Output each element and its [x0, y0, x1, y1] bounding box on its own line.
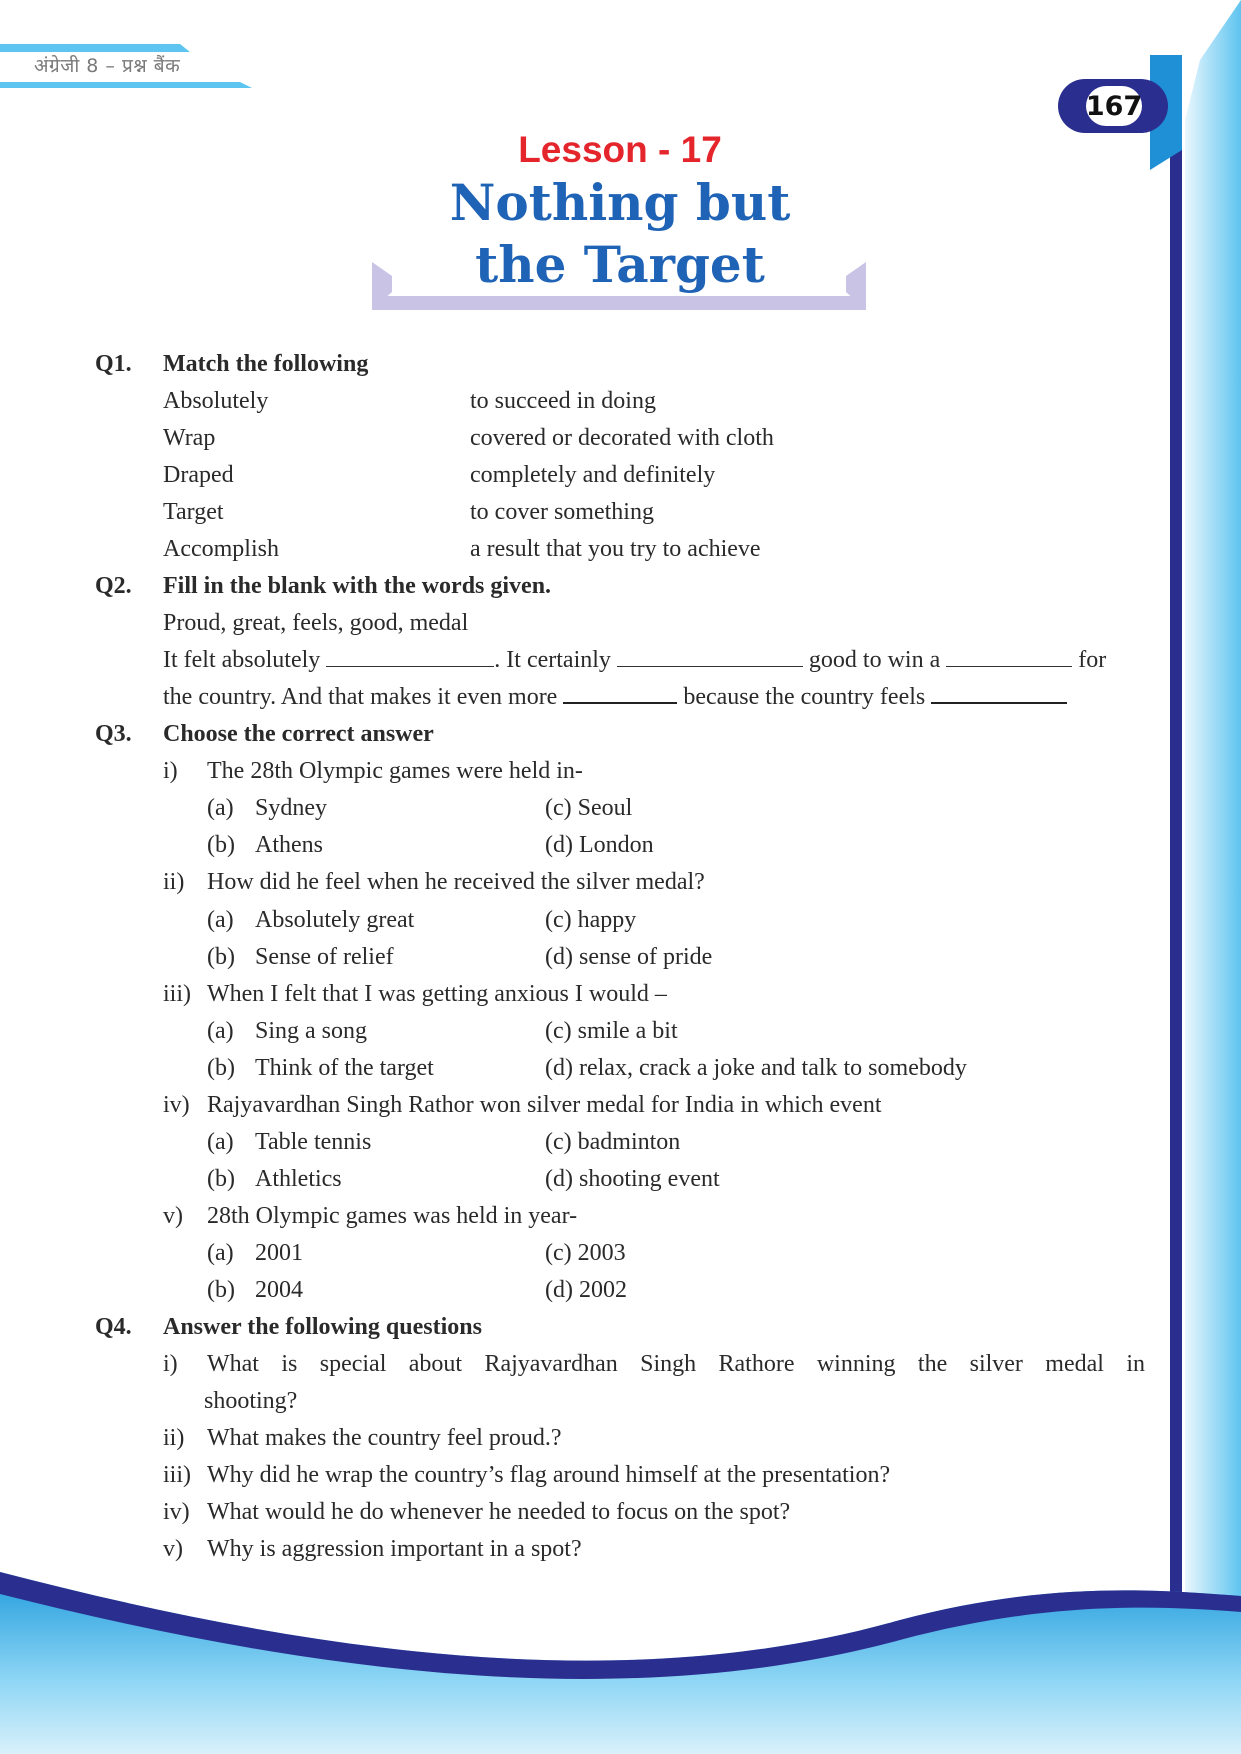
q3-item-question: The 28th Olympic games were held in- [207, 758, 583, 784]
q4-item-number: v) [163, 1536, 183, 1562]
blank-4[interactable] [563, 680, 677, 704]
q1-title: Match the following [163, 351, 369, 377]
option-a-label: (a) [207, 1240, 234, 1266]
option-b: Athletics [255, 1166, 342, 1192]
q3-item-number: ii) [163, 869, 185, 895]
option-d: (d) 2002 [545, 1277, 627, 1303]
option-d: (d) relax, crack a joke and talk to somebody [545, 1055, 967, 1081]
lesson-title-line-1: Nothing but [449, 173, 791, 232]
q4-question: Why did he wrap the country’s flag around himself at the presentation? [207, 1462, 891, 1488]
lesson-number: Lesson - 17 [518, 129, 722, 170]
option-b-label: (b) [207, 1277, 235, 1303]
q4-item-number: iv) [163, 1499, 190, 1525]
q2-title: Fill in the blank with the words given. [163, 573, 552, 599]
q3-item-number: v) [163, 1203, 183, 1229]
option-d: (d) sense of pride [545, 944, 713, 970]
q4-item-number: i) [163, 1351, 178, 1377]
book-header: अंग्रेजी 8 – प्रश्न बैंक [34, 55, 181, 77]
blank-5[interactable] [931, 680, 1067, 704]
q3-item-number: iv) [163, 1092, 190, 1118]
q4-question: What would he do whenever he needed to focus on the spot? [207, 1499, 791, 1525]
option-a-label: (a) [207, 907, 234, 933]
option-c: (c) 2003 [545, 1240, 626, 1266]
q2-number: Q2. [95, 573, 132, 599]
q4-number: Q4. [95, 1314, 132, 1340]
option-d: (d) London [545, 832, 654, 858]
q4-question-continued: shooting? [204, 1388, 298, 1414]
q3-item-number: iii) [163, 981, 191, 1007]
option-a: 2001 [255, 1240, 303, 1266]
option-a: Absolutely great [255, 907, 415, 933]
q3-item-number: i) [163, 758, 178, 784]
q3-item-question: 28th Olympic games was held in year- [207, 1203, 578, 1229]
q3-item-question: Rajyavardhan Singh Rathor won silver medal for India in which event [207, 1092, 882, 1118]
option-b: Sense of relief [255, 944, 394, 970]
q2-word-bank: Proud, great, feels, good, medal [163, 610, 469, 636]
q1-left-item: Wrap [163, 425, 216, 451]
option-a-label: (a) [207, 1018, 234, 1044]
blank-3[interactable] [946, 644, 1072, 667]
q3-item-question: When I felt that I was getting anxious I would – [207, 981, 667, 1007]
option-a: Sing a song [255, 1018, 368, 1044]
page-number: 167 [1086, 86, 1142, 126]
blank-2[interactable] [617, 644, 803, 667]
q4-question: What is special about Rajyavardhan Singh Rathore winning the silver medal in [207, 1351, 1145, 1377]
option-d: (d) shooting event [545, 1166, 720, 1192]
option-b: 2004 [255, 1277, 303, 1303]
option-a: Table tennis [255, 1129, 372, 1155]
lesson-title-line-2: the Target [475, 235, 765, 294]
q1-right-item: to cover something [470, 499, 654, 525]
q3-item-question: How did he feel when he received the silver medal? [207, 869, 705, 895]
q1-left-item: Target [163, 499, 224, 525]
q4-item-number: iii) [163, 1462, 191, 1488]
option-c: (c) happy [545, 907, 637, 933]
q3-number: Q3. [95, 721, 132, 747]
blank-1[interactable] [326, 644, 494, 667]
q1-left-item: Absolutely [163, 388, 269, 414]
q3-title: Choose the correct answer [163, 721, 434, 747]
q1-left-item: Accomplish [163, 536, 279, 562]
q1-right-item: completely and definitely [470, 462, 716, 488]
q1-left-item: Draped [163, 462, 234, 488]
option-b-label: (b) [207, 832, 235, 858]
q4-question: What makes the country feel proud.? [207, 1425, 562, 1451]
q1-right-item: a result that you try to achieve [470, 536, 761, 562]
q1-right-item: covered or decorated with cloth [470, 425, 774, 451]
q1-number: Q1. [95, 351, 132, 377]
option-c: (c) badminton [545, 1129, 681, 1155]
q2-sentence-line-2: the country. And that makes it even more because the country feels [163, 679, 1067, 716]
option-a-label: (a) [207, 795, 234, 821]
q4-item-number: ii) [163, 1425, 185, 1451]
q4-question: Why is aggression important in a spot? [207, 1536, 582, 1562]
option-b-label: (b) [207, 944, 235, 970]
q2-sentence-line-1: It felt absolutely . It certainly good to win a for [163, 642, 1106, 679]
option-c: (c) smile a bit [545, 1018, 678, 1044]
option-a-label: (a) [207, 1129, 234, 1155]
q4-title: Answer the following questions [163, 1314, 482, 1340]
option-b: Athens [255, 832, 323, 858]
option-b-label: (b) [207, 1055, 235, 1081]
lesson-title-block [370, 128, 870, 296]
option-a: Sydney [255, 795, 327, 821]
option-b: Think of the target [255, 1055, 434, 1081]
q1-right-item: to succeed in doing [470, 388, 656, 414]
option-b-label: (b) [207, 1166, 235, 1192]
option-c: (c) Seoul [545, 795, 633, 821]
